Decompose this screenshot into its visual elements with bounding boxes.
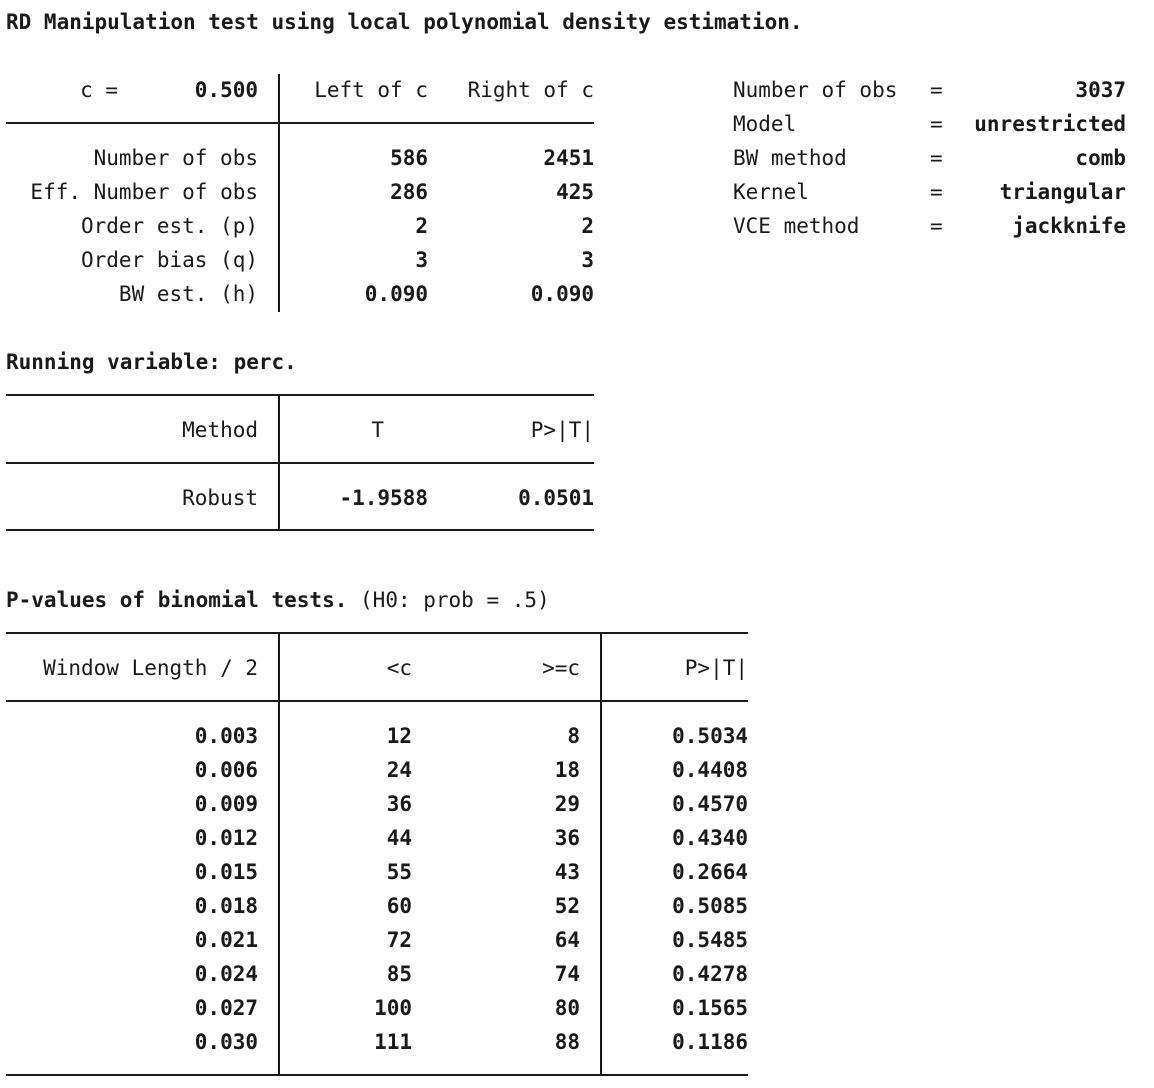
info-value: unrestricted [974,112,1126,136]
col-header-t: T [371,418,384,442]
window-value: 0.015 [194,860,258,884]
summary-row-left: 586 [390,146,428,170]
col-header-right-of-c: Right of c [467,78,594,102]
window-value: 0.012 [194,826,258,850]
running-bottom-rule [6,529,594,531]
binomial-header-rule [6,700,748,702]
summary-row-label: BW est. (h) [118,282,258,306]
p-value: 0.4408 [672,758,748,782]
info-value: comb [1075,146,1126,170]
p-value: 0.1186 [672,1030,748,1054]
running-header-rule [6,462,594,464]
info-label: Model [733,112,797,136]
ge-c-count: 52 [554,894,580,918]
col-header-window: Window Length / 2 [43,656,258,680]
ge-c-count: 36 [554,826,580,850]
info-equals: = [930,180,943,204]
info-label: Number of obs [733,78,898,102]
ge-c-count: 74 [554,962,580,986]
summary-row-left: 286 [390,180,428,204]
col-header-ge-c: >=c [542,656,580,680]
p-value: 0.1565 [672,996,748,1020]
col-header-left-of-c: Left of c [314,78,428,102]
p-value: 0.2664 [672,860,748,884]
robust-p-value: 0.0501 [518,486,594,510]
info-value: triangular [999,180,1126,204]
running-variable-title: Running variable: perc. [6,350,297,374]
window-value: 0.030 [194,1030,258,1054]
p-value: 0.4340 [672,826,748,850]
summary-column-divider [278,74,280,312]
lt-c-count: 85 [386,962,412,986]
summary-header-rule [6,122,594,124]
robust-t-value: -1.9588 [339,486,428,510]
summary-row-left: 3 [415,248,428,272]
summary-row-left: 0.090 [364,282,428,306]
ge-c-count: 43 [554,860,580,884]
summary-row-right: 2451 [543,146,594,170]
summary-row-right: 3 [581,248,594,272]
lt-c-count: 60 [386,894,412,918]
p-value: 0.5034 [672,724,748,748]
info-equals: = [930,146,943,170]
window-value: 0.006 [194,758,258,782]
lt-c-count: 44 [386,826,412,850]
lt-c-count: 24 [386,758,412,782]
summary-row-right: 2 [581,214,594,238]
summary-row-left: 2 [415,214,428,238]
cutoff-label: c = [80,78,118,102]
summary-row-right: 425 [556,180,594,204]
ge-c-count: 8 [567,724,580,748]
summary-row-label: Order bias (q) [80,248,258,272]
col-header-p: P>|T| [530,418,594,442]
binomial-column-divider-1 [278,632,280,1076]
summary-row-label: Number of obs [93,146,258,170]
lt-c-count: 55 [386,860,412,884]
info-label: Kernel [733,180,809,204]
col-header-method: Method [182,418,258,442]
window-value: 0.027 [194,996,258,1020]
summary-row-label: Order est. (p) [80,214,258,238]
info-label: VCE method [733,214,860,238]
lt-c-count: 111 [374,1030,412,1054]
cutoff-value: 0.500 [194,78,258,102]
window-value: 0.009 [194,792,258,816]
info-value: jackknife [1012,214,1126,238]
binomial-column-divider-2 [600,632,602,1076]
p-value: 0.4570 [672,792,748,816]
info-equals: = [930,214,943,238]
window-value: 0.018 [194,894,258,918]
ge-c-count: 64 [554,928,580,952]
binomial-bottom-rule [6,1074,748,1076]
summary-row-right: 0.090 [530,282,594,306]
window-value: 0.003 [194,724,258,748]
window-value: 0.024 [194,962,258,986]
lt-c-count: 100 [374,996,412,1020]
lt-c-count: 36 [386,792,412,816]
binomial-title: P-values of binomial tests. [6,588,348,612]
p-value: 0.5485 [672,928,748,952]
lt-c-count: 12 [386,724,412,748]
ge-c-count: 88 [554,1030,580,1054]
page-title: RD Manipulation test using local polynomial density estimation. [6,10,803,34]
col-header-p: P>|T| [684,656,748,680]
running-top-rule [6,394,594,396]
col-header-lt-c: <c [386,656,412,680]
info-equals: = [930,78,943,102]
p-value: 0.5085 [672,894,748,918]
info-label: BW method [733,146,847,170]
p-value: 0.4278 [672,962,748,986]
ge-c-count: 29 [554,792,580,816]
binomial-note: (H0: prob = .5) [360,588,550,612]
ge-c-count: 80 [554,996,580,1020]
info-value: 3037 [1075,78,1126,102]
ge-c-count: 18 [554,758,580,782]
window-value: 0.021 [194,928,258,952]
binomial-top-rule [6,632,748,634]
summary-row-label: Eff. Number of obs [30,180,258,204]
robust-label: Robust [182,486,258,510]
info-equals: = [930,112,943,136]
binomial-heading [6,588,550,612]
lt-c-count: 72 [386,928,412,952]
